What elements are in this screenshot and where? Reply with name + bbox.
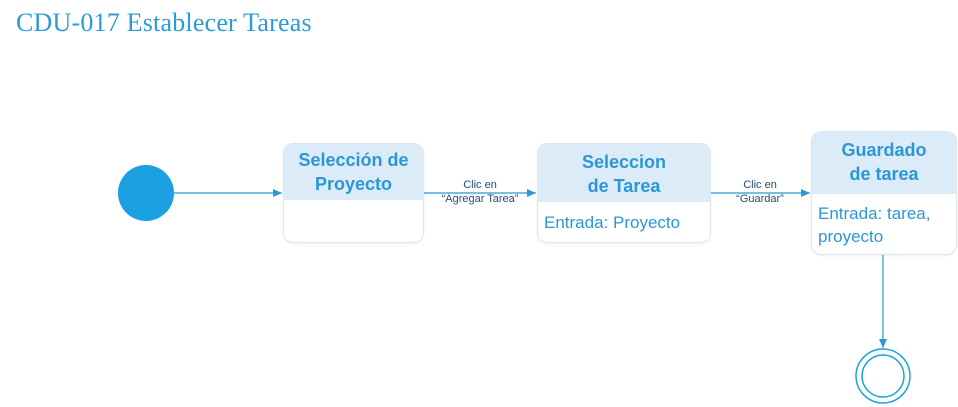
- state-header: [284, 144, 423, 200]
- state-body-line: Entrada: Proyecto: [544, 213, 681, 232]
- state-body: [284, 200, 423, 212]
- transition-label-line: “Guardar”: [736, 193, 784, 205]
- state-guardado-tarea[interactable]: [811, 131, 957, 255]
- state-title-line: Selección de: [298, 150, 409, 170]
- initial-node: [118, 165, 174, 221]
- state-header: [538, 144, 710, 202]
- state-title-line: Proyecto: [314, 174, 393, 194]
- transition-label-line: Clic en: [743, 179, 777, 191]
- state-seleccion-proyecto[interactable]: [283, 143, 424, 243]
- state-body-line: proyecto: [818, 227, 884, 246]
- state-title-line: Seleccion: [581, 152, 667, 172]
- state-body: [812, 194, 956, 254]
- transition-label-agregar-tarea: [422, 178, 538, 206]
- state-body-line: Entrada: tarea,: [818, 204, 931, 223]
- transition-label-guardar: [717, 178, 803, 206]
- transition-label-line: Clic en: [463, 179, 497, 191]
- state-title-line: de Tarea: [587, 176, 661, 196]
- state-title-line: de tarea: [849, 164, 919, 184]
- final-node-inner-ring: [862, 355, 904, 397]
- state-title-line: Guardado: [841, 140, 927, 160]
- diagram-title: CDU-017 Establecer Tareas: [16, 8, 312, 37]
- state-body: [538, 202, 710, 240]
- state-seleccion-tarea[interactable]: [537, 143, 711, 243]
- state-header: [812, 132, 956, 194]
- transition-label-line: “Agregar Tarea”: [441, 193, 519, 205]
